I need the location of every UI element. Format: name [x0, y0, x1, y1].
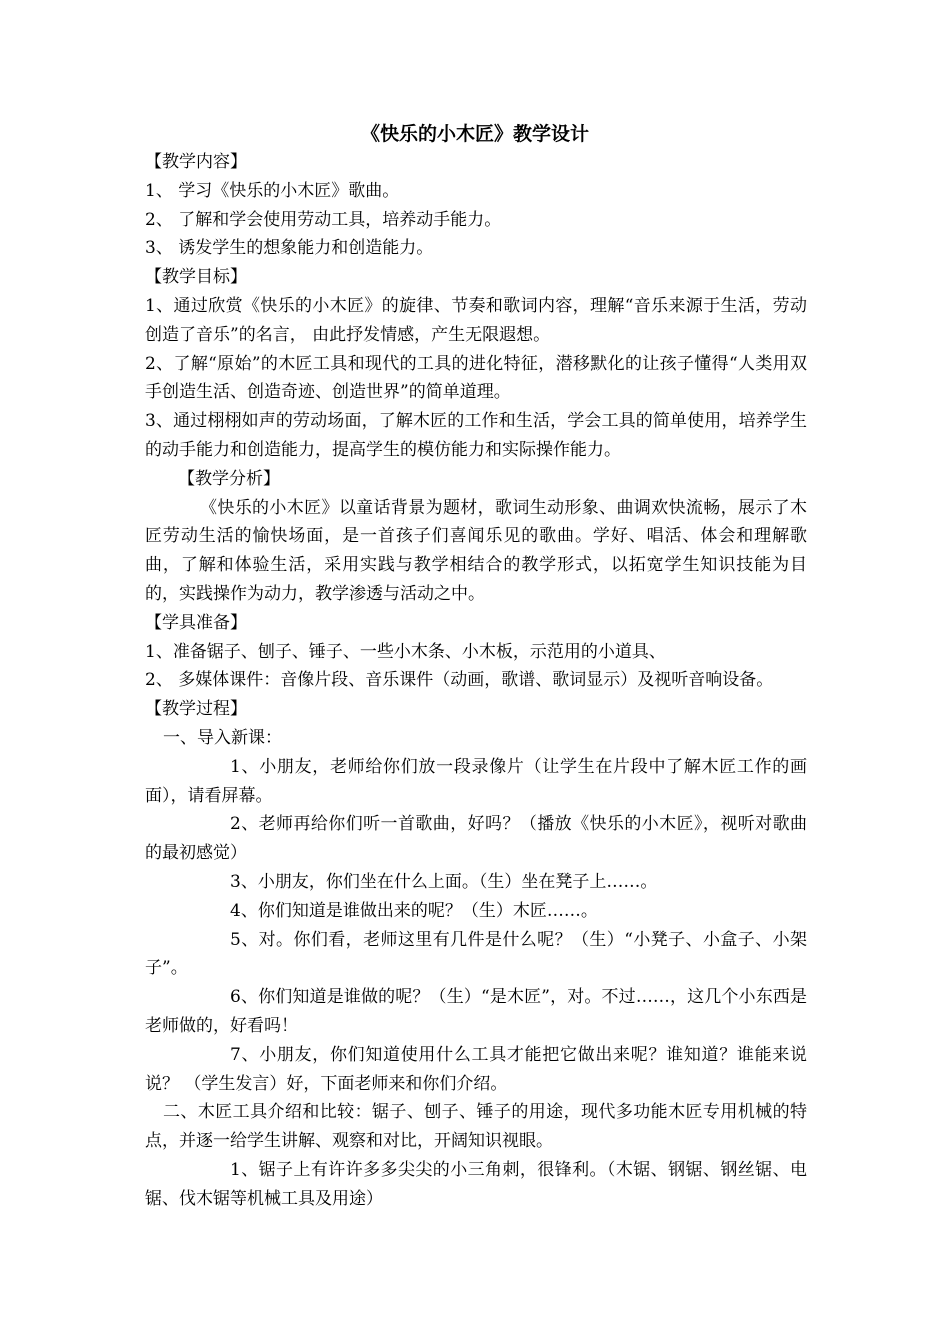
process-step: 2、老师再给你们听一首歌曲，好吗？（播放《快乐的小木匠》，视听对歌曲的最初感觉） — [145, 814, 807, 864]
goal-item: 2、了解“原始”的木匠工具和现代的工具的进化特征，潜移默化的让孩子懂得“人类用双手创造生活、创造奇迹、创造世界”的简单道理。 — [145, 353, 807, 403]
process-section-title: 二、木匠工具介绍和比较：锯子、刨子、锤子的用途，现代多功能木匠专用机械的特点，并逐一给学生讲解、观察和对比，开阔知识视眼。 — [145, 1102, 807, 1152]
content-item: 2、 了解和学会使用劳动工具，培养动手能力。 — [145, 209, 502, 230]
analysis-paragraph: 《快乐的小木匠》以童话背景为题材，歌词生动形象、曲调欢快流畅，展示了木匠劳动生活的愉快场面，是一首孩子们喜闻乐见的歌曲。学好、唱活、体会和理解歌曲，了解和体验生活，采用实践与教学相结合的教学形式，以拓宽学生知识技能为目的，实践操作为动力，教学渗透与活动之中。 — [145, 497, 807, 604]
prep-item: 2、 多媒体课件：音像片段、音乐课件（动画，歌谱、歌词显示）及视听音响设备。 — [145, 670, 774, 691]
section-heading-process: 【教学过程】 — [145, 699, 247, 720]
section-heading-content: 【教学内容】 — [145, 152, 247, 172]
process-step: 3、小朋友，你们坐在什么上面。（生）坐在凳子上……。 — [230, 871, 658, 892]
section-heading-analysis: 【教学分析】 — [178, 468, 280, 489]
process-section-title: 一、导入新课： — [163, 727, 282, 748]
document-body — [145, 148, 807, 1213]
process-step: 6、你们知道是谁做的呢？（生）“是木匠”，对。不过……，这几个小东西是老师做的，好看吗！ — [145, 987, 807, 1036]
process-step: 1、小朋友，老师给你们放一段录像片（让学生在片段中了解木匠工作的画面），请看屏幕。 — [145, 756, 807, 806]
process-step: 1、锯子上有许许多多尖尖的小三角刺，很锋利。（木锯、钢锯、钢丝锯、电锯、伐木锯等机械工具及用途） — [145, 1159, 807, 1209]
process-step: 4、你们知道是谁做出来的呢？（生）木匠……。 — [230, 900, 598, 921]
section-heading-goals: 【教学目标】 — [145, 267, 247, 288]
prep-item: 1、准备锯子、刨子、锤子、一些小木条、小木板，示范用的小道具、 — [145, 641, 666, 662]
content-item: 1、 学习《快乐的小木匠》歌曲。 — [145, 180, 400, 201]
process-step: 7、小朋友，你们知道使用什么工具才能把它做出来呢？谁知道？谁能来说说？ （学生发言）好，下面老师来和你们介绍。 — [145, 1044, 807, 1094]
document-title: 《快乐的小木匠》教学设计 — [360, 123, 589, 145]
goal-item: 3、通过栩栩如声的劳动场面，了解木匠的工作和生活，学会工具的简单使用，培养学生的动手能力和创造能力，提高学生的模仿能力和实际操作能力。 — [145, 411, 807, 460]
process-step: 5、对。你们看，老师这里有几件是什么呢？（生）“小凳子、小盒子、小架子”。 — [145, 929, 807, 979]
content-item: 3、 诱发学生的想象能力和创造能力。 — [145, 238, 434, 259]
section-heading-prep: 【学具准备】 — [145, 612, 247, 633]
goal-item: 1、通过欣赏《快乐的小木匠》的旋律、节奏和歌词内容，理解“音乐来源于生活，劳动创造了音乐”的名言， 由此抒发情感，产生无限遐想。 — [145, 295, 807, 345]
